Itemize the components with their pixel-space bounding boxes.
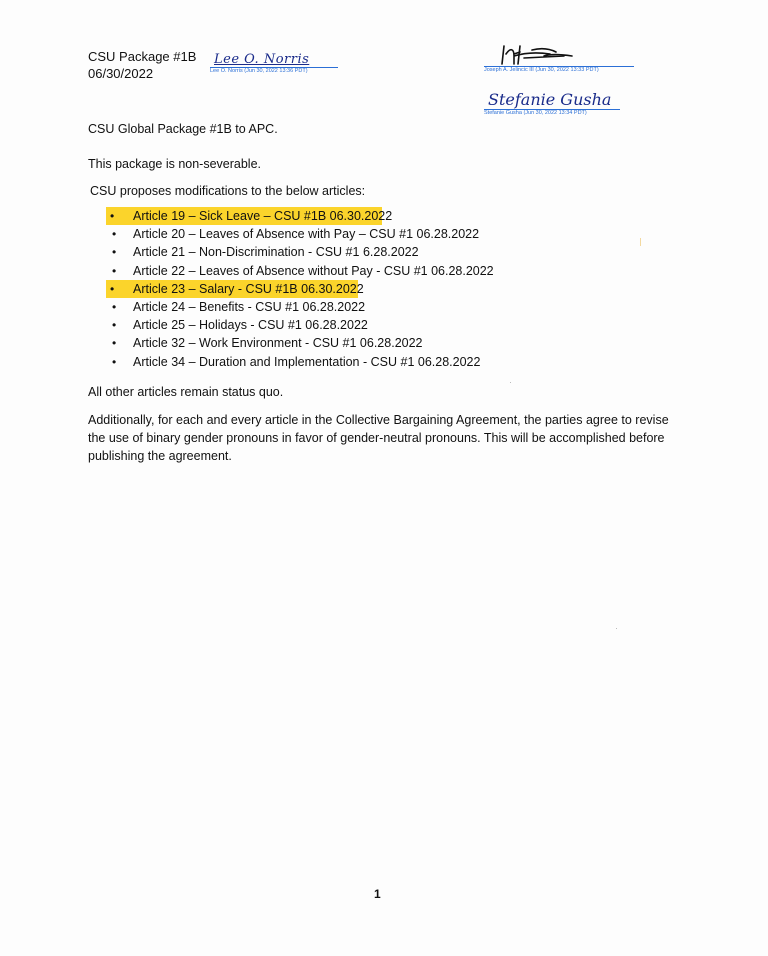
- signature-joseph-jelincic: [484, 44, 634, 73]
- article-item: • Article 32 – Work Environment - CSU #1 06.28.2022: [108, 334, 494, 352]
- signature-script: Stefanie Gusha: [488, 90, 612, 109]
- signature-caption: Stefanie Gusha (Jun 30, 2022 13:34 PDT): [484, 110, 587, 116]
- bullet-icon: •: [112, 336, 117, 351]
- article-item-highlighted: • Article 19 – Sick Leave – CSU #1B 06.30.2022: [106, 207, 382, 225]
- document-body: [88, 121, 688, 463]
- scan-speck: [616, 628, 617, 629]
- header-block: [88, 48, 196, 82]
- non-severable-line: This package is non-severable.: [88, 157, 262, 171]
- package-label: CSU Package #1B: [88, 49, 197, 64]
- signature-lee-norris: [210, 52, 338, 74]
- signature-caption: Lee O. Norris (Jun 30, 2022 13:36 PDT): [210, 68, 308, 74]
- bullet-icon: •: [112, 263, 117, 278]
- article-item: • Article 25 – Holidays - CSU #1 06.28.2022: [108, 316, 494, 334]
- article-item: • Article 20 – Leaves of Absence with Pay – CSU #1 06.28.2022: [108, 225, 494, 243]
- signature-caption: Joseph A. Jelincic III (Jun 30, 2022 13:33 PDT): [484, 67, 599, 73]
- signature-scribble: [484, 44, 634, 66]
- scan-speck: [510, 382, 511, 383]
- article-list: [108, 207, 494, 371]
- status-quo-line: All other articles remain status quo.: [88, 385, 284, 399]
- bullet-icon: •: [112, 227, 117, 242]
- bullet-icon: •: [112, 354, 117, 369]
- bullet-icon: •: [110, 209, 115, 223]
- bullet-icon: •: [112, 299, 117, 314]
- bullet-icon: •: [112, 245, 117, 260]
- article-item: • Article 34 – Duration and Implementation - CSU #1 06.28.2022: [108, 353, 494, 371]
- article-item: • Article 21 – Non-Discrimination - CSU #1 6.28.2022: [108, 243, 494, 261]
- document-date: 06/30/2022: [88, 66, 154, 81]
- scan-speck: [640, 238, 641, 246]
- handwritten-signature-icon: [484, 44, 584, 66]
- intro-line: CSU Global Package #1B to APC.: [88, 122, 278, 136]
- article-item: • Article 24 – Benefits - CSU #1 06.28.2022: [108, 298, 494, 316]
- article-item-highlighted: • Article 23 – Salary - CSU #1B 06.30.2022: [106, 280, 358, 298]
- bullet-icon: •: [110, 281, 115, 296]
- signature-script: Lee O. Norris: [214, 52, 310, 67]
- bullet-icon: •: [112, 318, 117, 333]
- proposes-line: CSU proposes modifications to the below articles:: [90, 184, 366, 198]
- page-number: 1: [374, 887, 381, 901]
- signature-stefanie-gusha: [484, 90, 620, 116]
- additional-paragraph: Additionally, for each and every article in the Collective Bargaining Agreement, the parties agree to revise the use of binary gender pronouns in favor of gender-neutral pronouns. This will be accomplished before publishing the agreement.: [88, 413, 669, 463]
- article-item: • Article 22 – Leaves of Absence without Pay - CSU #1 06.28.2022: [108, 262, 494, 280]
